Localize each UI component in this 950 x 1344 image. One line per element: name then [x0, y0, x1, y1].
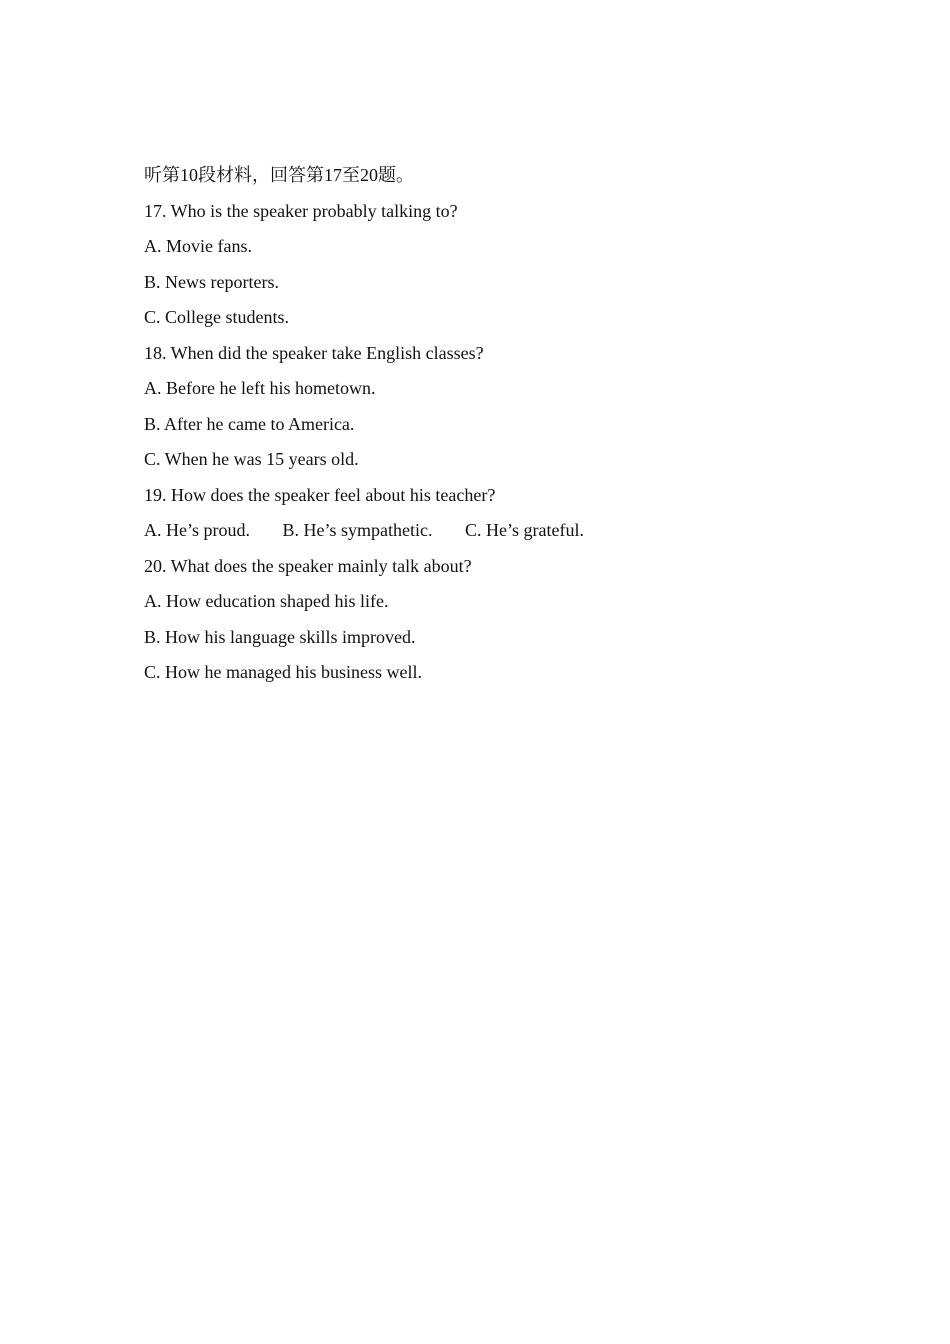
question-17-stem: 17. Who is the speaker probably talking to?	[144, 200, 458, 221]
question-18-option-a: A. Before he left his hometown.	[144, 378, 376, 398]
question-19-options	[144, 513, 844, 549]
question-19-option-b: B. He’s sympathetic.	[282, 520, 433, 540]
question-19-stem: 19. How does the speaker feel about his teacher?	[144, 484, 496, 505]
question-17-option-a: A. Movie fans.	[144, 236, 252, 256]
question-18-option-c: C. When he was 15 years old.	[144, 449, 359, 469]
question-20-option-c: C. How he managed his business well.	[144, 662, 422, 682]
question-17-option-b: B. News reporters.	[144, 271, 279, 292]
question-19-option-a: A. He’s proud.	[144, 520, 250, 540]
listening-section	[144, 158, 844, 691]
section-instruction: 听第10段材料，回答第17至20题。	[144, 165, 414, 185]
question-17-option-c: C. College students.	[144, 307, 289, 327]
question-19-option-c: C. He’s grateful.	[464, 520, 584, 540]
question-18-stem: 18. When did the speaker take English classes?	[144, 342, 484, 363]
question-20-option-a: A. How education shaped his life.	[144, 591, 389, 611]
question-18-option-b: B. After he came to America.	[144, 413, 355, 434]
question-20-stem: 20. What does the speaker mainly talk about?	[144, 555, 472, 576]
question-20-option-b: B. How his language skills improved.	[144, 626, 416, 647]
